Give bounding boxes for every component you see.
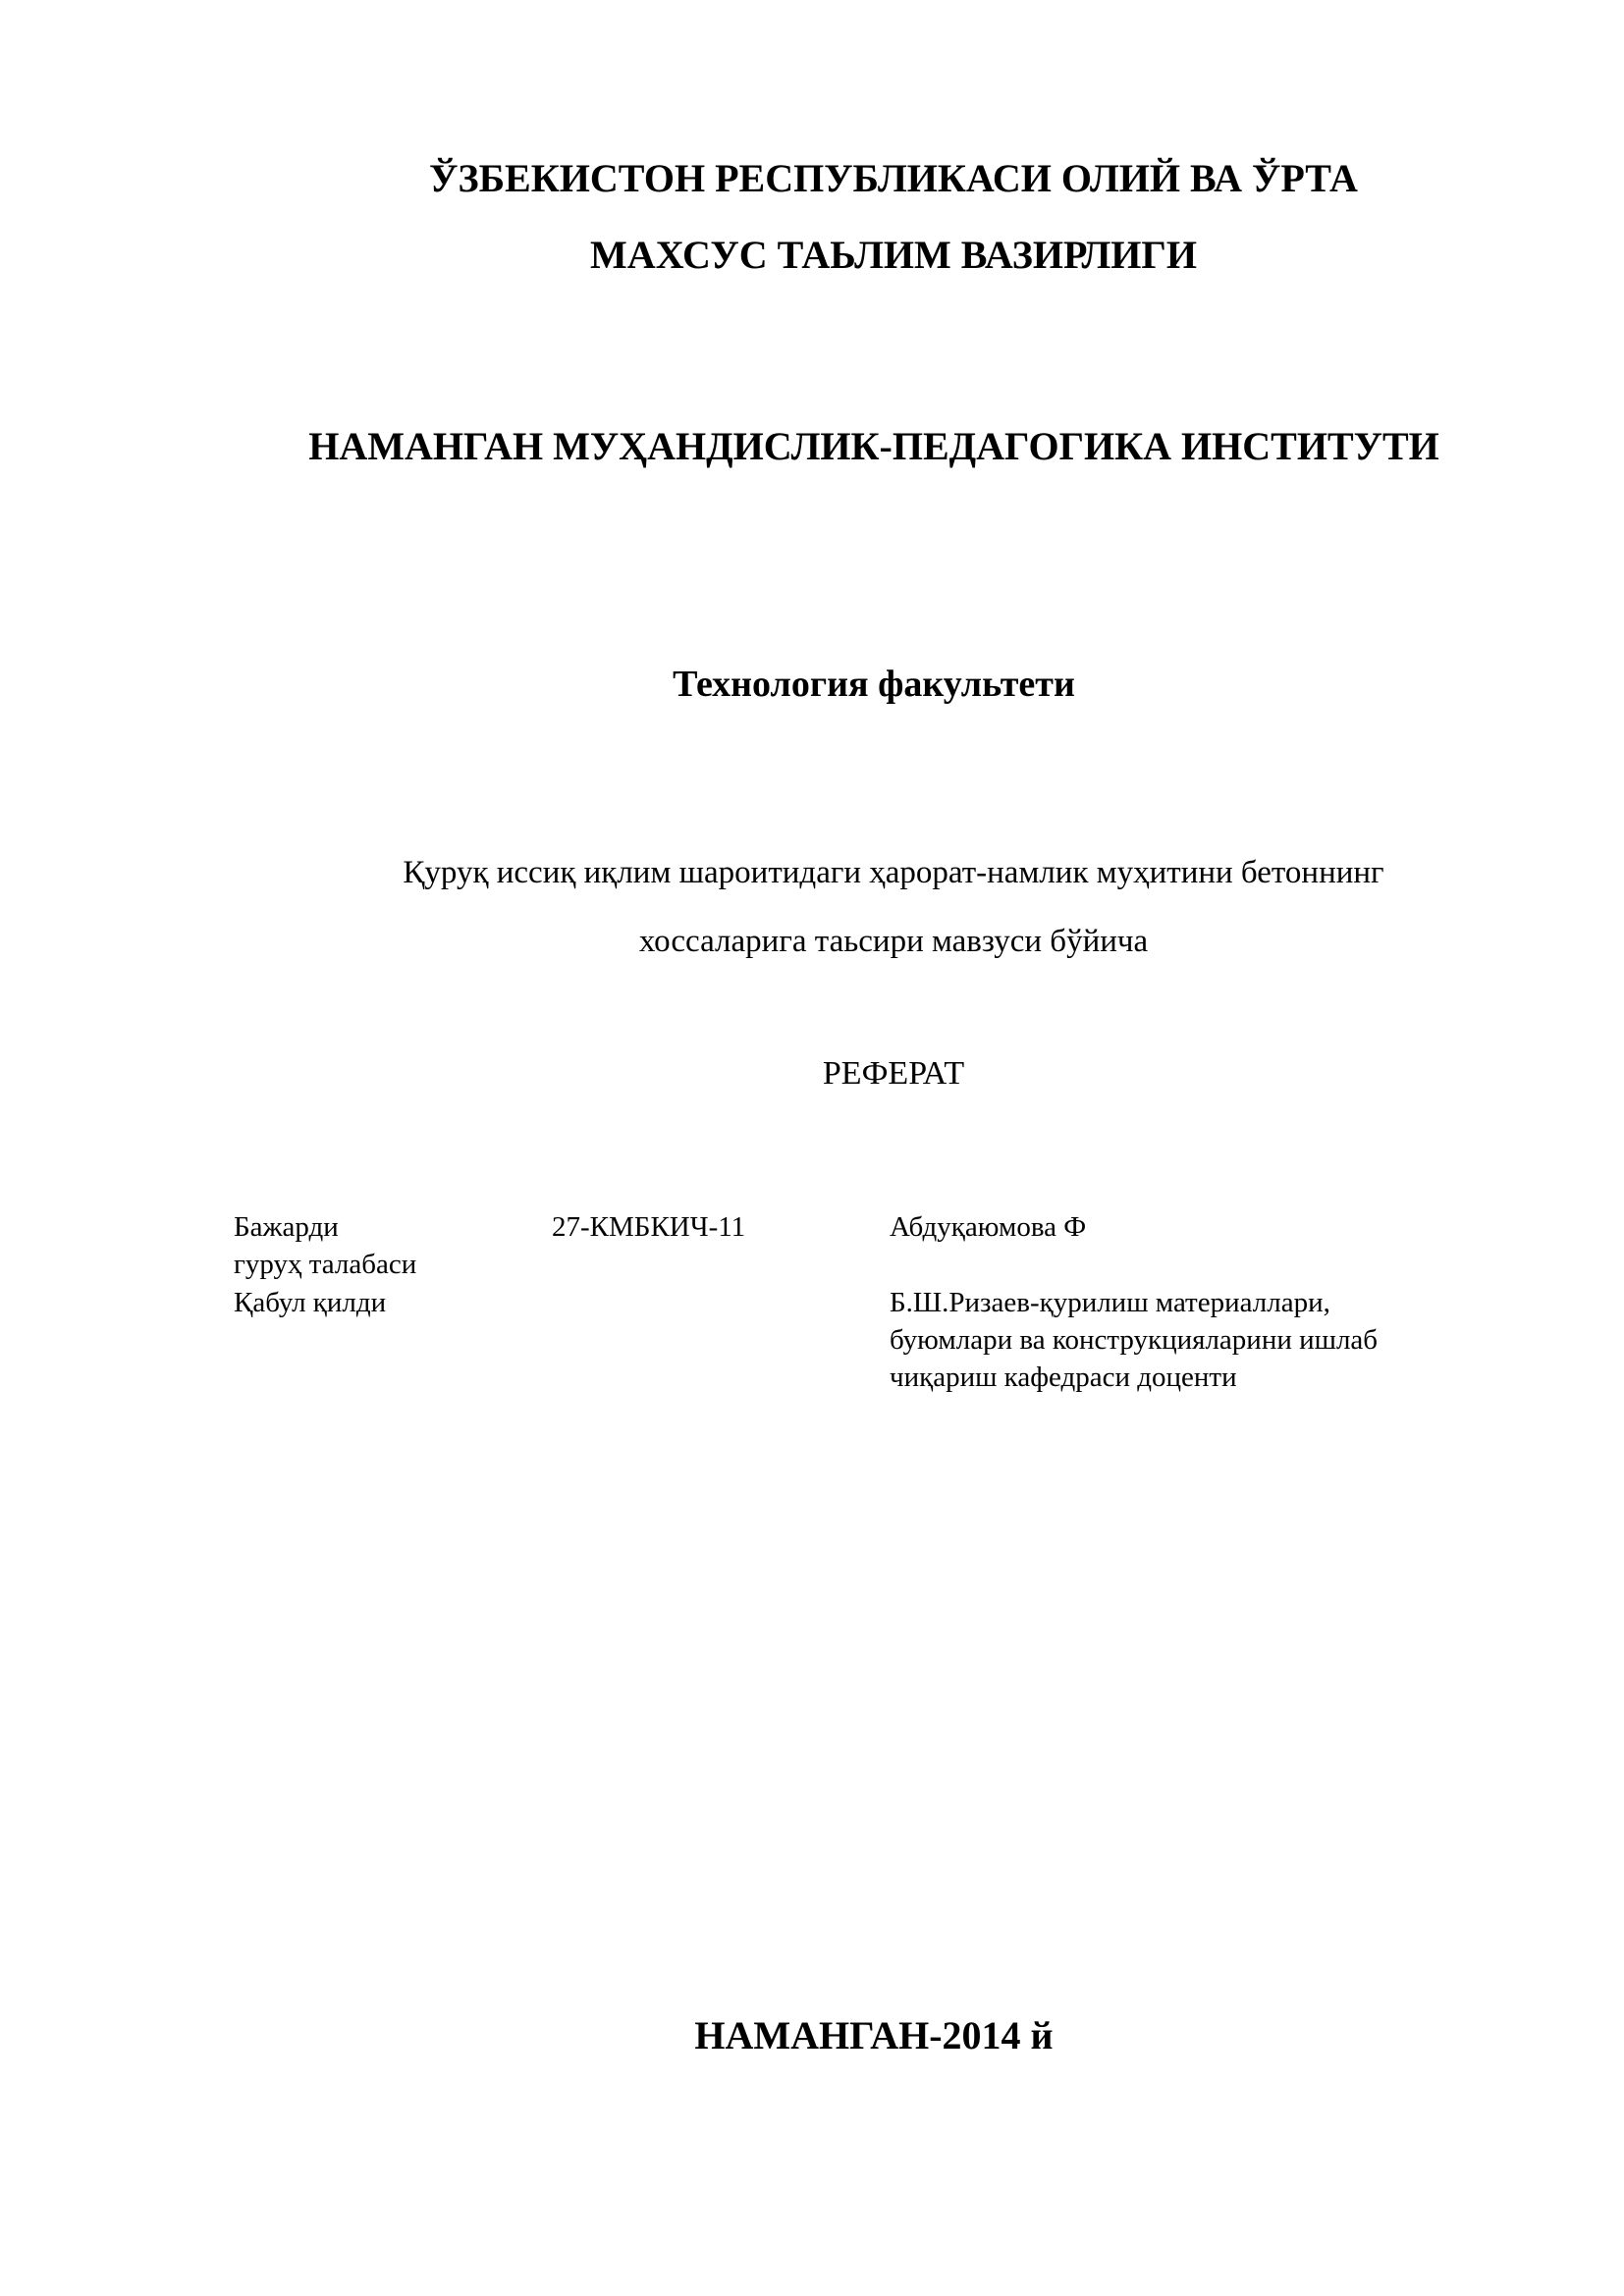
supervisor-line-2: буюмлари ва конструкцияларини ишлаб [890,1324,1379,1356]
accepted-label: Қабул қилди [234,1287,387,1318]
ministry-title-line-1: ЎЗБЕКИСТОН РЕСПУБЛИКАСИ ОЛИЙ ВА ЎРТА [429,156,1358,200]
supervisor-line-3: чиқариш кафедраси доценти [890,1362,1237,1393]
topic-line-1: Қуруқ иссиқ иқлим шароитидаги ҳарорат-намлик муҳитини бетоннинг [403,855,1384,890]
faculty-title: Технология факультети [673,664,1075,705]
group-code: 27-КМБКИЧ-11 [552,1211,746,1243]
document-type: РЕФЕРАТ [822,1055,965,1092]
ministry-title-line-2: МАХСУС ТАЬЛИМ ВАЗИРЛИГИ [590,233,1197,277]
performed-label: Бажарди [234,1211,339,1243]
institute-title: НАМАНГАН МУҲАНДИСЛИК-ПЕДАГОГИКА ИНСТИТУТИ [308,424,1439,468]
student-name: Абдуқаюмова Ф [890,1211,1087,1243]
supervisor-line-1: Б.Ш.Ризаев-қурилиш материаллари, [890,1287,1330,1318]
city-year-footer: НАМАНГАН-2014 й [694,2013,1054,2057]
topic-line-2: хоссаларига таьсири мавзуси бўйича [638,924,1149,959]
student-group-label: гуруҳ талабаси [234,1249,417,1280]
